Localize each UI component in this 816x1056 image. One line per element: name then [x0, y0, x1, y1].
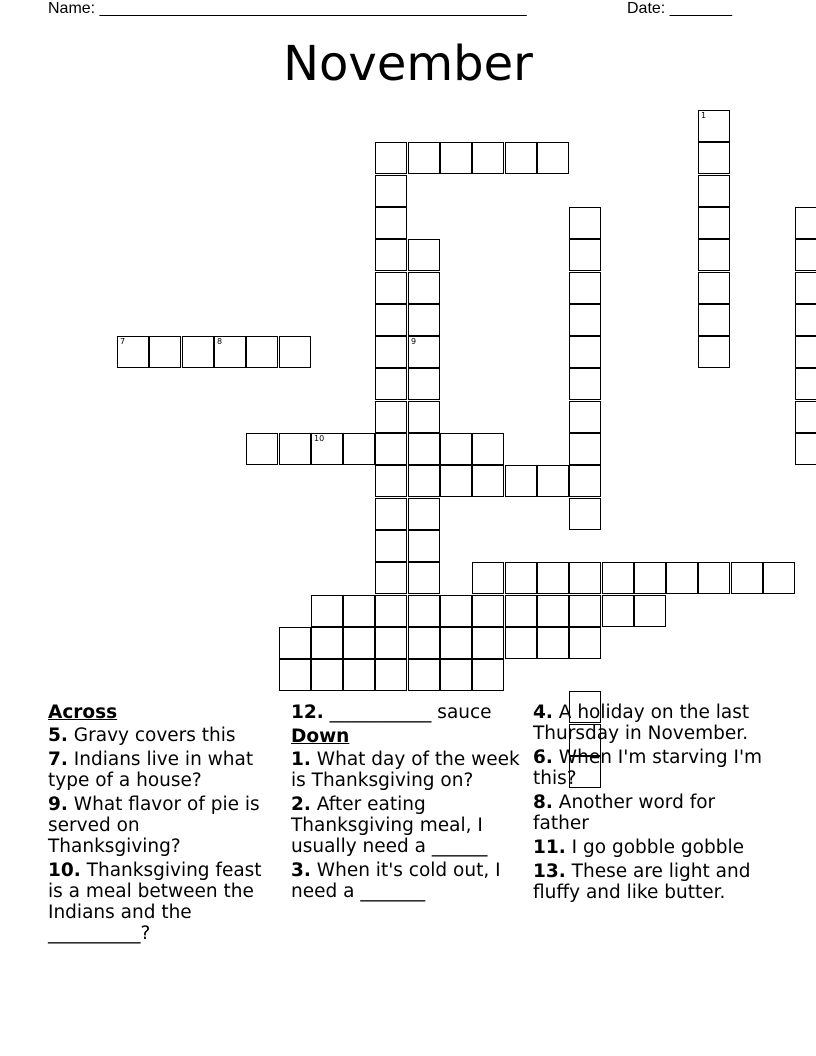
grid-cell[interactable]	[472, 659, 504, 691]
grid-cell[interactable]	[569, 239, 601, 271]
grid-cell[interactable]	[795, 239, 816, 271]
grid-cell[interactable]	[408, 530, 440, 562]
grid-cell[interactable]	[440, 142, 472, 174]
across-clue-12: 12. ___________ sauce	[291, 702, 492, 723]
grid-cell[interactable]	[666, 562, 698, 594]
grid-cell[interactable]	[698, 272, 730, 304]
grid-cell[interactable]	[375, 368, 407, 400]
grid-cell[interactable]	[795, 336, 816, 368]
grid-cell[interactable]	[569, 272, 601, 304]
grid-cell[interactable]	[472, 465, 504, 497]
grid-cell[interactable]	[311, 659, 343, 691]
clue-number: 8	[217, 337, 223, 346]
grid-cell[interactable]	[375, 336, 407, 368]
grid-cell[interactable]	[408, 239, 440, 271]
grid-cell[interactable]	[537, 627, 569, 659]
grid-cell[interactable]	[375, 433, 407, 465]
grid-cell[interactable]	[795, 272, 816, 304]
grid-cell[interactable]	[375, 562, 407, 594]
grid-cell[interactable]	[375, 498, 407, 530]
clue-column-1	[48, 702, 274, 947]
grid-cell[interactable]	[375, 142, 407, 174]
grid-cell[interactable]	[698, 142, 730, 174]
across-clue-5: 5. Gravy covers this	[48, 725, 236, 746]
grid-cell[interactable]	[698, 175, 730, 207]
grid-cell[interactable]	[375, 659, 407, 691]
grid-cell[interactable]	[214, 336, 246, 368]
down-heading: Down	[291, 726, 350, 747]
grid-cell[interactable]	[408, 368, 440, 400]
grid-cell[interactable]	[311, 595, 343, 627]
grid-cell[interactable]	[408, 433, 440, 465]
grid-cell[interactable]	[375, 175, 407, 207]
clue-column-2	[291, 702, 523, 905]
grid-cell[interactable]	[343, 595, 375, 627]
grid-cell[interactable]	[698, 207, 730, 239]
grid-cell[interactable]	[472, 627, 504, 659]
grid-cell[interactable]	[634, 595, 666, 627]
page-title: November	[283, 36, 533, 92]
grid-cell[interactable]	[311, 433, 343, 465]
grid-cell[interactable]	[698, 336, 730, 368]
grid-cell[interactable]	[279, 336, 311, 368]
grid-cell[interactable]	[731, 562, 763, 594]
grid-cell[interactable]	[408, 304, 440, 336]
across-clue-7: 7. Indians live in what type of a house?	[48, 749, 254, 791]
grid-cell[interactable]	[408, 595, 440, 627]
across-clue-9: 9. What flavor of pie is served on Thanksgiving?	[48, 794, 260, 857]
down-clue-13: 13. These are light and fluffy and like butter.	[533, 861, 751, 903]
date-line: Date: _______	[627, 0, 732, 17]
grid-cell[interactable]	[408, 401, 440, 433]
across-clue-10: 10. Thanksgiving feast is a meal between the Indians and the __________?	[48, 860, 262, 944]
grid-cell[interactable]	[569, 304, 601, 336]
grid-cell[interactable]	[505, 465, 537, 497]
grid-cell[interactable]	[375, 239, 407, 271]
grid-cell[interactable]	[569, 498, 601, 530]
grid-cell[interactable]	[537, 562, 569, 594]
grid-cell[interactable]	[440, 595, 472, 627]
grid-cell[interactable]	[569, 627, 601, 659]
grid-cell[interactable]	[408, 465, 440, 497]
grid-cell[interactable]	[375, 401, 407, 433]
grid-cell[interactable]	[375, 530, 407, 562]
grid-cell[interactable]	[408, 272, 440, 304]
grid-cell[interactable]	[279, 659, 311, 691]
grid-cell[interactable]	[537, 142, 569, 174]
grid-cell[interactable]	[375, 595, 407, 627]
grid-cell[interactable]	[472, 433, 504, 465]
grid-cell[interactable]	[569, 207, 601, 239]
grid-cell[interactable]	[472, 595, 504, 627]
grid-cell[interactable]	[569, 562, 601, 594]
grid-cell[interactable]	[246, 336, 278, 368]
grid-cell[interactable]	[375, 272, 407, 304]
grid-cell[interactable]	[408, 142, 440, 174]
grid-cell[interactable]	[795, 368, 816, 400]
grid-cell[interactable]	[343, 433, 375, 465]
grid-cell[interactable]	[698, 562, 730, 594]
grid-cell[interactable]	[117, 336, 149, 368]
grid-cell[interactable]	[505, 562, 537, 594]
grid-cell[interactable]	[472, 562, 504, 594]
grid-cell[interactable]	[408, 562, 440, 594]
grid-cell[interactable]	[698, 304, 730, 336]
grid-cell[interactable]	[311, 627, 343, 659]
name-line: Name: ________________________________________________	[48, 0, 527, 17]
grid-cell[interactable]	[505, 595, 537, 627]
down-clue-8: 8. Another word for father	[533, 792, 716, 834]
grid-cell[interactable]	[795, 433, 816, 465]
grid-cell[interactable]	[569, 336, 601, 368]
grid-cell[interactable]	[505, 627, 537, 659]
grid-cell[interactable]	[343, 627, 375, 659]
grid-cell[interactable]	[440, 627, 472, 659]
grid-cell[interactable]	[537, 595, 569, 627]
grid-cell[interactable]	[472, 142, 504, 174]
grid-cell[interactable]	[149, 336, 181, 368]
grid-cell[interactable]	[408, 336, 440, 368]
grid-cell[interactable]	[795, 304, 816, 336]
grid-cell[interactable]	[408, 627, 440, 659]
grid-cell[interactable]	[408, 498, 440, 530]
grid-cell[interactable]	[279, 627, 311, 659]
grid-cell[interactable]	[569, 595, 601, 627]
grid-cell[interactable]	[698, 239, 730, 271]
grid-cell[interactable]	[182, 336, 214, 368]
clue-number: 1	[701, 111, 707, 120]
down-clue-11: 11. I go gobble gobble	[533, 837, 744, 858]
grid-cell[interactable]	[375, 207, 407, 239]
grid-cell[interactable]	[246, 433, 278, 465]
grid-cell[interactable]	[569, 368, 601, 400]
down-clue-4: 4. A holiday on the last Thursday in November.	[533, 702, 750, 744]
grid-cell[interactable]	[569, 465, 601, 497]
grid-cell[interactable]	[698, 110, 730, 142]
down-clue-6: 6. When I'm starving I'm this?	[533, 747, 763, 789]
down-clue-2: 2. After eating Thanksgiving meal, I usually need a ______	[291, 794, 488, 857]
clue-column-3	[533, 702, 763, 906]
clue-number: 7	[120, 337, 126, 346]
grid-cell[interactable]	[763, 562, 795, 594]
grid-cell[interactable]	[602, 562, 634, 594]
clue-number: 9	[411, 337, 417, 346]
grid-cell[interactable]	[343, 659, 375, 691]
down-clue-1: 1. What day of the week is Thanksgiving on?	[291, 749, 520, 791]
grid-cell[interactable]	[795, 401, 816, 433]
grid-cell[interactable]	[602, 595, 634, 627]
grid-cell[interactable]	[569, 433, 601, 465]
across-heading: Across	[48, 702, 118, 723]
grid-cell[interactable]	[408, 659, 440, 691]
grid-cell[interactable]	[505, 142, 537, 174]
grid-cell[interactable]	[569, 401, 601, 433]
grid-cell[interactable]	[440, 433, 472, 465]
clue-number: 10	[314, 434, 325, 443]
grid-cell[interactable]	[375, 627, 407, 659]
grid-cell[interactable]	[279, 433, 311, 465]
grid-cell[interactable]	[634, 562, 666, 594]
grid-cell[interactable]	[375, 465, 407, 497]
grid-cell[interactable]	[375, 304, 407, 336]
grid-cell[interactable]	[440, 659, 472, 691]
grid-cell[interactable]	[440, 465, 472, 497]
down-clue-3: 3. When it's cold out, I need a _______	[291, 860, 501, 902]
grid-cell[interactable]	[795, 207, 816, 239]
grid-cell[interactable]	[537, 465, 569, 497]
